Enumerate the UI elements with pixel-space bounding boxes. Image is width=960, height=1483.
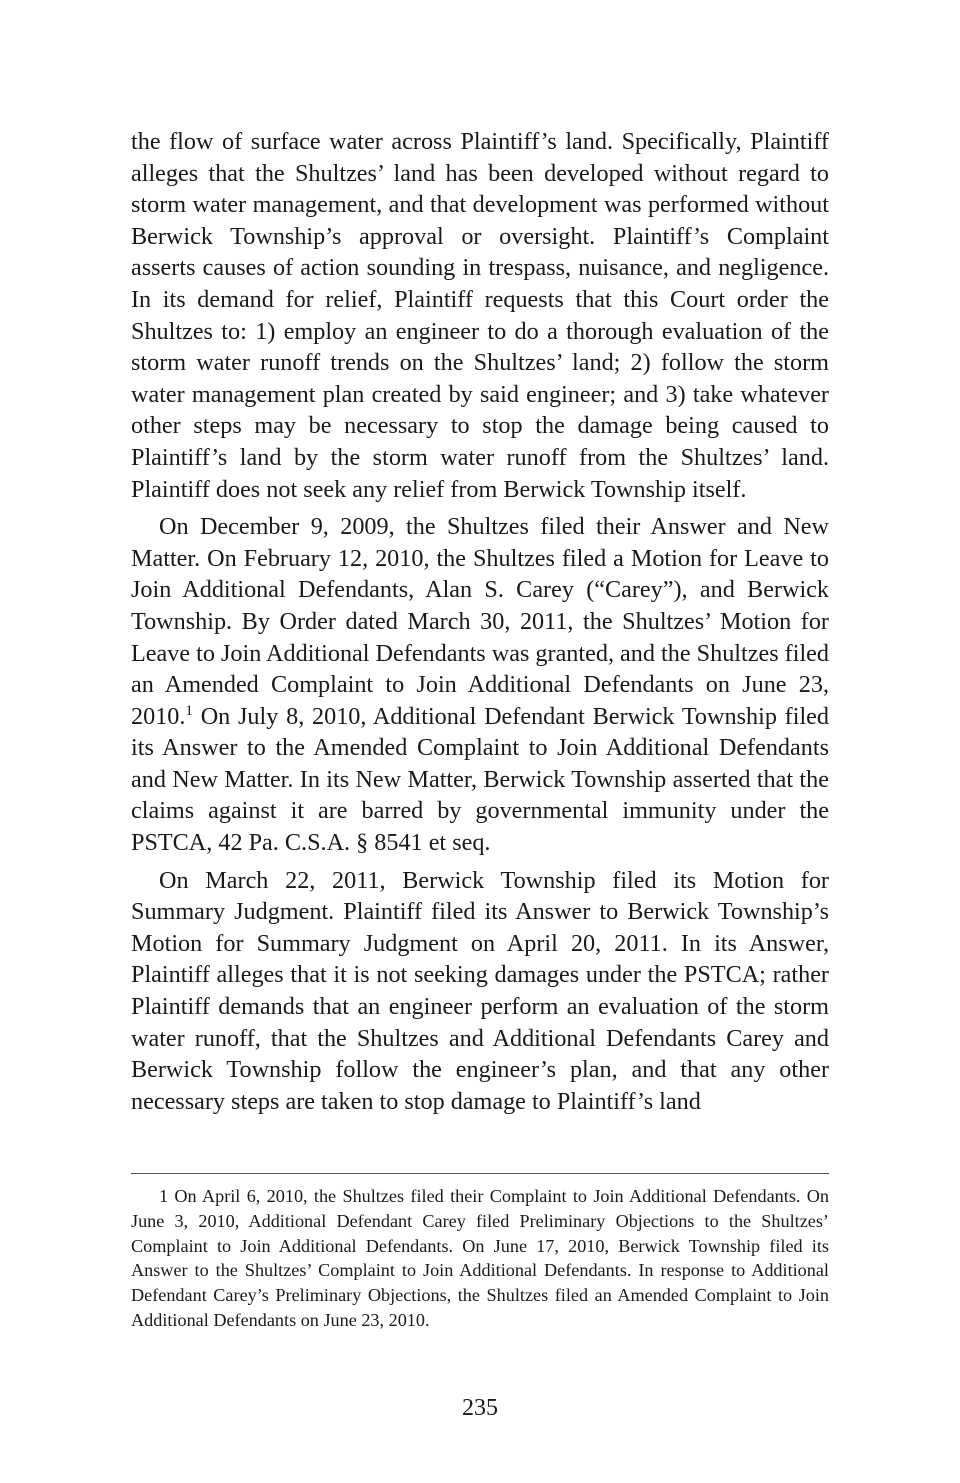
body-paragraph-2: [131, 511, 829, 859]
page-body: [131, 126, 829, 1117]
body-paragraph-1: the flow of surface water across Plaintiff’s land. Specifically, Plaintiff alleges that the Shultzes’ land has been developed without regard to storm water management, and that development was performed without Berwick Township’s approval or oversight. Plaintiff’s Complaint asserts causes of action sounding in trespass, nuisance, and negligence. In its demand for relief, Plaintiff requests that this Court order the Shultzes to: 1) employ an engineer to do a thorough evaluation of the storm water runoff trends on the Shultzes’ land; 2) follow the storm water management plan created by said engineer; and 3) take whatever other steps may be necessary to stop the damage being caused to Plaintiff’s land by the storm water runoff from the Shultzes’ land. Plaintiff does not seek any relief from Berwick Township itself.: [131, 128, 829, 503]
paragraph-2-text-after-ref: On July 8, 2010, Additional Defendant Berwick Township filed its Answer to the Amended Complaint to Join Additional Defendants and New Matter. In its New Matter, Berwick Township asserted that the claims against it are barred by governmental immunity under the PSTCA, 42 Pa. C.S.A. § 8541 et seq.: [131, 702, 829, 857]
body-paragraph-3: On March 22, 2011, Berwick Township filed its Motion for Summary Judgment. Plaintiff filed its Answer to Berwick Township’s Motion for Summary Judgment on April 20, 2011. In its Answer, Plaintiff alleges that it is not seeking damages under the PSTCA; rather Plaintiff demands that an engineer perform an evaluation of the storm water runoff, that the Shultzes and Additional Defendants Carey and Berwick Township follow the engineer’s plan, and that any other necessary steps are taken to stop damage to Plaintiff’s land: [131, 866, 829, 1115]
footnote-1: [131, 1184, 829, 1333]
paragraph-2-text-before-ref: On December 9, 2009, the Shultzes filed their Answer and New Matter. On February 12, 2010, the Shultzes filed a Motion for Leave to Join Additional Defendants, Alan S. Carey (“Carey”), and Berwick Township. By Order dated March 30, 2011, the Shultzes’ Motion for Leave to Join Additional Defendants was granted, and the Shultzes filed an Amended Complaint to Join Additional Defendants on June 23, 2010.: [131, 513, 829, 730]
footnote-divider: [131, 1173, 829, 1174]
footnote-text: On April 6, 2010, the Shultzes filed their Complaint to Join Additional Defendants. On June 3, 2010, Additional Defendant Carey filed Preliminary Objections to the Shultzes’ Complaint to Join Additional Defendants. On June 17, 2010, Berwick Township filed its Answer to the Shultzes’ Complaint to Join Additional Defendants. In response to Additional Defendant Carey’s Preliminary Objections, the Shultzes filed an Amended Complaint to Join Additional Defendants on June 23, 2010.: [131, 1186, 829, 1330]
footnote-reference-1[interactable]: 1: [185, 702, 193, 719]
footnote-marker: 1: [159, 1186, 169, 1206]
page-number: 235: [462, 1395, 498, 1421]
